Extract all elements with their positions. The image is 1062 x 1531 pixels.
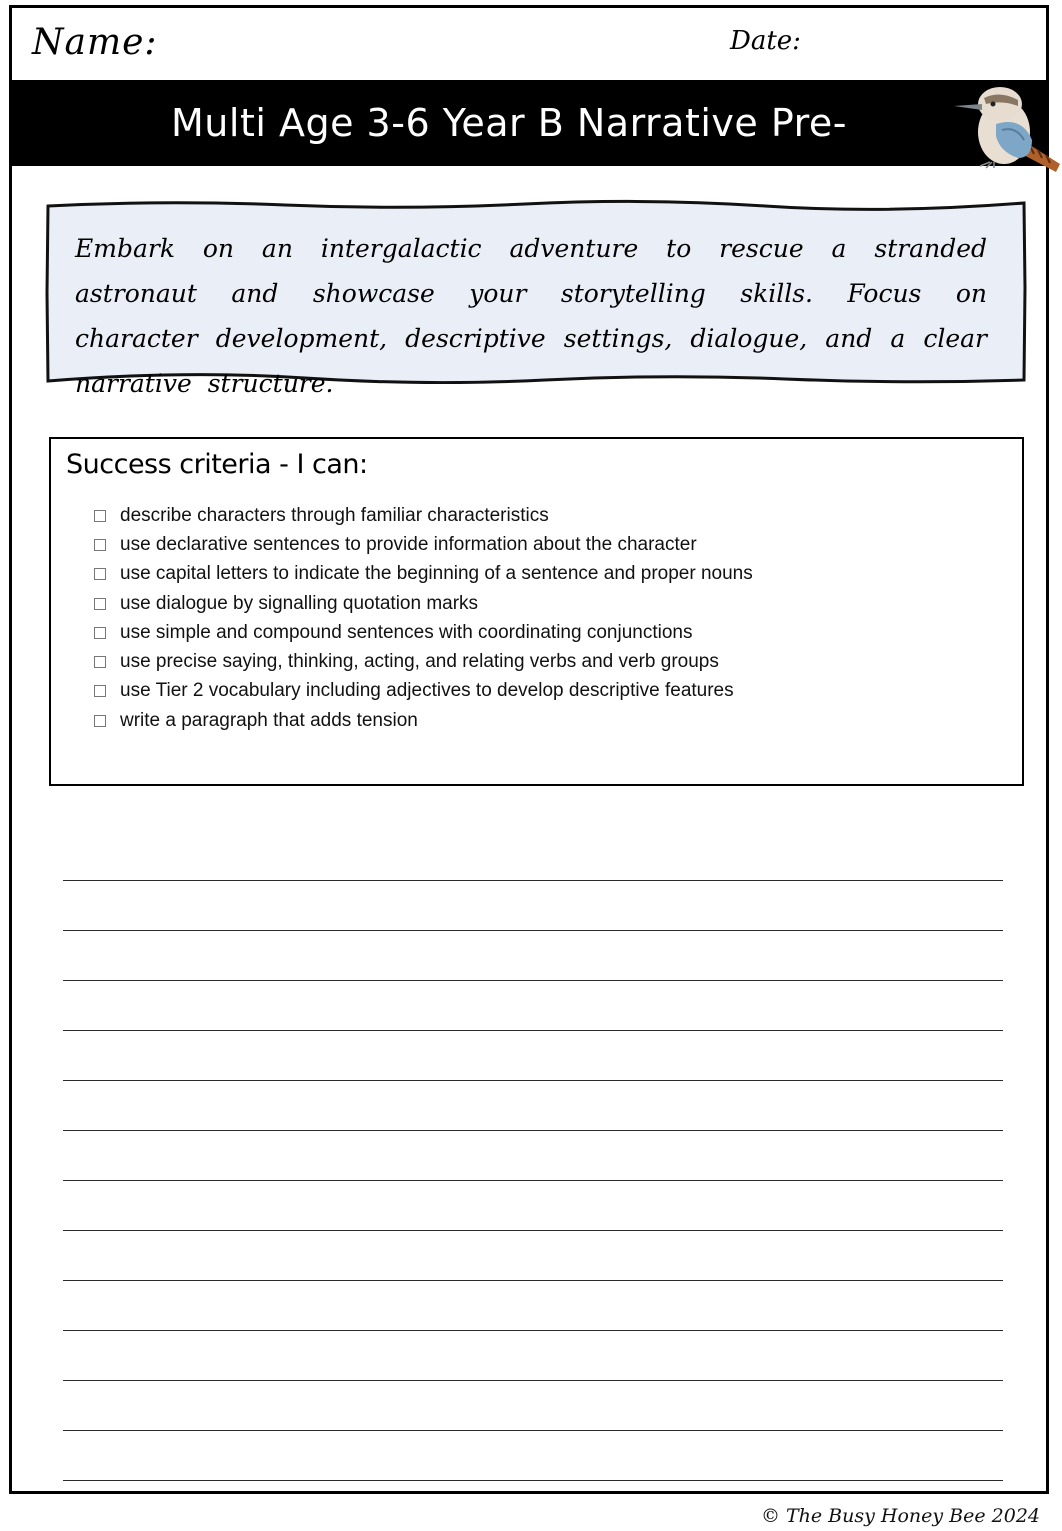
writing-line[interactable] [63,1331,1003,1381]
writing-line[interactable] [63,881,1003,931]
criteria-item [92,589,753,618]
checkbox[interactable] [94,539,106,551]
title-banner [12,80,1046,166]
success-criteria-list [92,501,753,735]
copyright-footer: © The Busy Honey Bee 2024 [760,1505,1040,1527]
criteria-item-label: use Tier 2 vocabulary including adjectives to develop descriptive features [120,680,734,702]
writing-line[interactable] [63,1031,1003,1081]
writing-line[interactable] [63,831,1003,881]
criteria-item-label: use precise saying, thinking, acting, and relating verbs and verb groups [120,651,719,673]
header-row [12,8,1046,80]
criteria-item-label: describe characters through familiar characteristics [120,504,549,526]
criteria-item [92,706,753,735]
name-field-label[interactable]: Name: [32,22,158,63]
writing-area[interactable] [63,831,1003,1481]
checkbox[interactable] [94,598,106,610]
page-title: Multi Age 3-6 Year B Narrative Pre- [171,101,847,145]
date-field-label[interactable]: Date: [730,26,801,56]
kookaburra-icon [952,80,1062,172]
writing-line[interactable] [63,1131,1003,1181]
criteria-item-label: write a paragraph that adds tension [120,709,418,731]
checkbox[interactable] [94,510,106,522]
worksheet-page [9,5,1049,1494]
criteria-item-label: use dialogue by signalling quotation marks [120,592,479,614]
criteria-item [92,501,753,530]
criteria-item [92,618,753,647]
criteria-item-label: use capital letters to indicate the beginning of a sentence and proper nouns [120,563,753,585]
writing-line[interactable] [63,981,1003,1031]
writing-line[interactable] [63,1381,1003,1431]
checkbox[interactable] [94,715,106,727]
criteria-item-label: use simple and compound sentences with coordinating conjunctions [120,621,693,643]
writing-line[interactable] [63,931,1003,981]
writing-line[interactable] [63,1231,1003,1281]
checkbox[interactable] [94,627,106,639]
criteria-item [92,677,753,706]
writing-line[interactable] [63,1081,1003,1131]
criteria-item [92,560,753,589]
checkbox[interactable] [94,685,106,697]
writing-line[interactable] [63,1281,1003,1331]
checkbox[interactable] [94,568,106,580]
writing-prompt-text: Embark on an intergalactic adventure to rescue a stranded astronaut and showcase your storytelling skills. Focus on character development, descriptive settings, dialogue, and a clear narrative structure. [75,234,987,398]
writing-line[interactable] [63,1431,1003,1481]
success-criteria-heading: Success criteria - I can: [66,449,368,480]
criteria-item-label: use declarative sentences to provide information about the character [120,533,697,555]
criteria-item [92,530,753,559]
writing-prompt-box [45,198,1027,398]
writing-line[interactable] [63,1181,1003,1231]
checkbox[interactable] [94,656,106,668]
success-criteria-box [49,437,1024,786]
criteria-item [92,647,753,676]
